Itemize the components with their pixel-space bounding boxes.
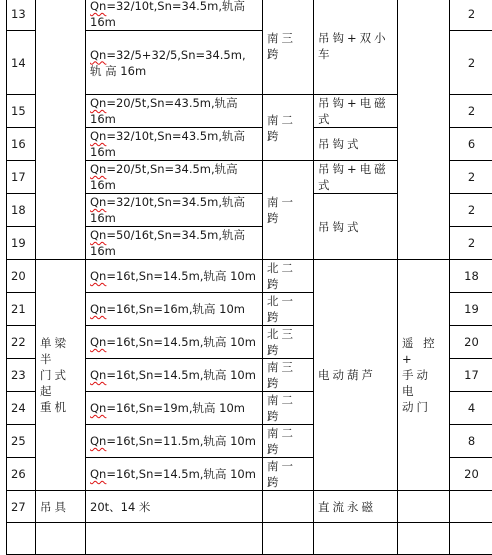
quantity-cell: 2 xyxy=(450,31,492,95)
qn-label: Qn xyxy=(90,467,106,481)
hoist-type-cell: 吊钩+双小车 xyxy=(314,0,398,95)
spec-cell: Qn=32/10t,Sn=34.5m,轨高 16m xyxy=(86,0,263,31)
empty-cell xyxy=(86,523,263,555)
spec-cell: Qn=16t,Sn=14.5m,轨高 10m xyxy=(86,326,263,359)
crane-type-cell xyxy=(36,0,86,260)
row-number: 22 xyxy=(7,326,36,359)
table-row-empty xyxy=(7,523,492,555)
qn-label: Qn xyxy=(90,96,106,110)
spec-cell: Qn=20/5t,Sn=43.5m,轨高 16m xyxy=(86,95,263,128)
row-number: 23 xyxy=(7,359,36,392)
quantity-cell: 8 xyxy=(450,425,492,458)
table-row xyxy=(7,491,492,523)
quantity-cell: 4 xyxy=(450,392,492,425)
spec-cell: Qn=32/5+32/5,Sn=34.5m, 轨 高 16m xyxy=(86,31,263,95)
row-number: 18 xyxy=(7,194,36,227)
hoist-type-cell: 电动葫芦 xyxy=(314,260,398,491)
spec-cell: Qn=16t,Sn=14.5m,轨高 10m xyxy=(86,458,263,491)
qn-label: Qn xyxy=(90,162,106,176)
row-number: 25 xyxy=(7,425,36,458)
qn-label: Qn xyxy=(90,129,106,143)
qn-label: Qn xyxy=(90,228,106,242)
empty-cell xyxy=(36,523,86,555)
hoist-type-cell: 吊钩+电磁式 xyxy=(314,95,398,128)
row-number: 24 xyxy=(7,392,36,425)
hoist-type-cell: 吊钩式 xyxy=(314,128,398,161)
qn-label: Qn xyxy=(90,0,106,13)
empty-cell xyxy=(450,523,492,555)
row-number: 13 xyxy=(7,0,36,31)
control-cell xyxy=(398,0,450,260)
qn-label: Qn xyxy=(90,302,106,316)
qn-label: Qn xyxy=(90,269,106,283)
quantity-cell: 2 xyxy=(450,194,492,227)
row-number: 20 xyxy=(7,260,36,293)
span-cell: 南三跨 xyxy=(263,359,314,392)
qn-label: Qn xyxy=(90,335,106,349)
empty-cell xyxy=(398,523,450,555)
quantity-cell: 2 xyxy=(450,95,492,128)
table-row xyxy=(7,260,492,293)
empty-cell xyxy=(314,523,398,555)
span-cell: 北三跨 xyxy=(263,326,314,359)
empty-cell xyxy=(7,523,36,555)
row-number: 26 xyxy=(7,458,36,491)
quantity-cell: 20 xyxy=(450,326,492,359)
spec-cell: Qn=16t,Sn=11.5m,轨高 10m xyxy=(86,425,263,458)
spec-cell: Qn=16t,Sn=14.5m,轨高 10m xyxy=(86,260,263,293)
row-number: 21 xyxy=(7,293,36,326)
quantity-cell: 19 xyxy=(450,293,492,326)
quantity-cell: 2 xyxy=(450,227,492,260)
row-number: 27 xyxy=(7,491,36,523)
span-cell: 北一跨 xyxy=(263,293,314,326)
spec-cell: Qn=20/5t,Sn=34.5m,轨高 16m xyxy=(86,161,263,194)
empty-cell xyxy=(263,523,314,555)
spec-cell: Qn=32/10t,Sn=43.5m,轨高 16m xyxy=(86,128,263,161)
row-number: 17 xyxy=(7,161,36,194)
hoist-type-cell: 吊钩+电磁式 xyxy=(314,161,398,194)
control-cell xyxy=(398,491,450,523)
row-number: 16 xyxy=(7,128,36,161)
span-cell: 南三跨 xyxy=(263,0,314,95)
table-row xyxy=(7,0,492,31)
span-cell xyxy=(263,491,314,523)
spec-cell: Qn=16t,Sn=14.5m,轨高 10m xyxy=(86,359,263,392)
qn-label: Qn xyxy=(90,195,106,209)
spec-cell: 20t、14 米 xyxy=(86,491,263,523)
qn-label: Qn xyxy=(90,368,106,382)
hoist-type-cell: 直流永磁 xyxy=(314,491,398,523)
hoist-type-cell: 吊钩式 xyxy=(314,194,398,260)
equipment-name-cell: 吊具 xyxy=(36,491,86,523)
qn-label: Qn xyxy=(90,48,106,62)
quantity-cell: 17 xyxy=(450,359,492,392)
row-number: 14 xyxy=(7,31,36,95)
quantity-cell: 18 xyxy=(450,260,492,293)
control-cell: 遥 控 + 手动电 动门 xyxy=(398,260,450,491)
row-number: 19 xyxy=(7,227,36,260)
span-cell: 南二跨 xyxy=(263,392,314,425)
quantity-cell xyxy=(450,491,492,523)
qn-label: Qn xyxy=(90,434,106,448)
row-number: 15 xyxy=(7,95,36,128)
spec-cell: Qn=16t,Sn=19m,轨高 10m xyxy=(86,392,263,425)
qn-label: Qn xyxy=(90,401,106,415)
span-cell: 南一跨 xyxy=(263,161,314,260)
span-cell: 南二跨 xyxy=(263,95,314,161)
crane-spec-table xyxy=(6,0,492,555)
crane-type-cell: 单梁半 门式起 重机 xyxy=(36,260,86,491)
quantity-cell: 20 xyxy=(450,458,492,491)
spec-cell: Qn=50/16t,Sn=34.5m,轨高 16m xyxy=(86,227,263,260)
span-cell: 南二跨 xyxy=(263,425,314,458)
span-cell: 北二跨 xyxy=(263,260,314,293)
spec-cell: Qn=32/10t,Sn=34.5m,轨高 16m xyxy=(86,194,263,227)
quantity-cell: 2 xyxy=(450,161,492,194)
quantity-cell: 2 xyxy=(450,0,492,31)
quantity-cell: 6 xyxy=(450,128,492,161)
spec-cell: Qn=16t,Sn=16m,轨高 10m xyxy=(86,293,263,326)
span-cell: 南一跨 xyxy=(263,458,314,491)
